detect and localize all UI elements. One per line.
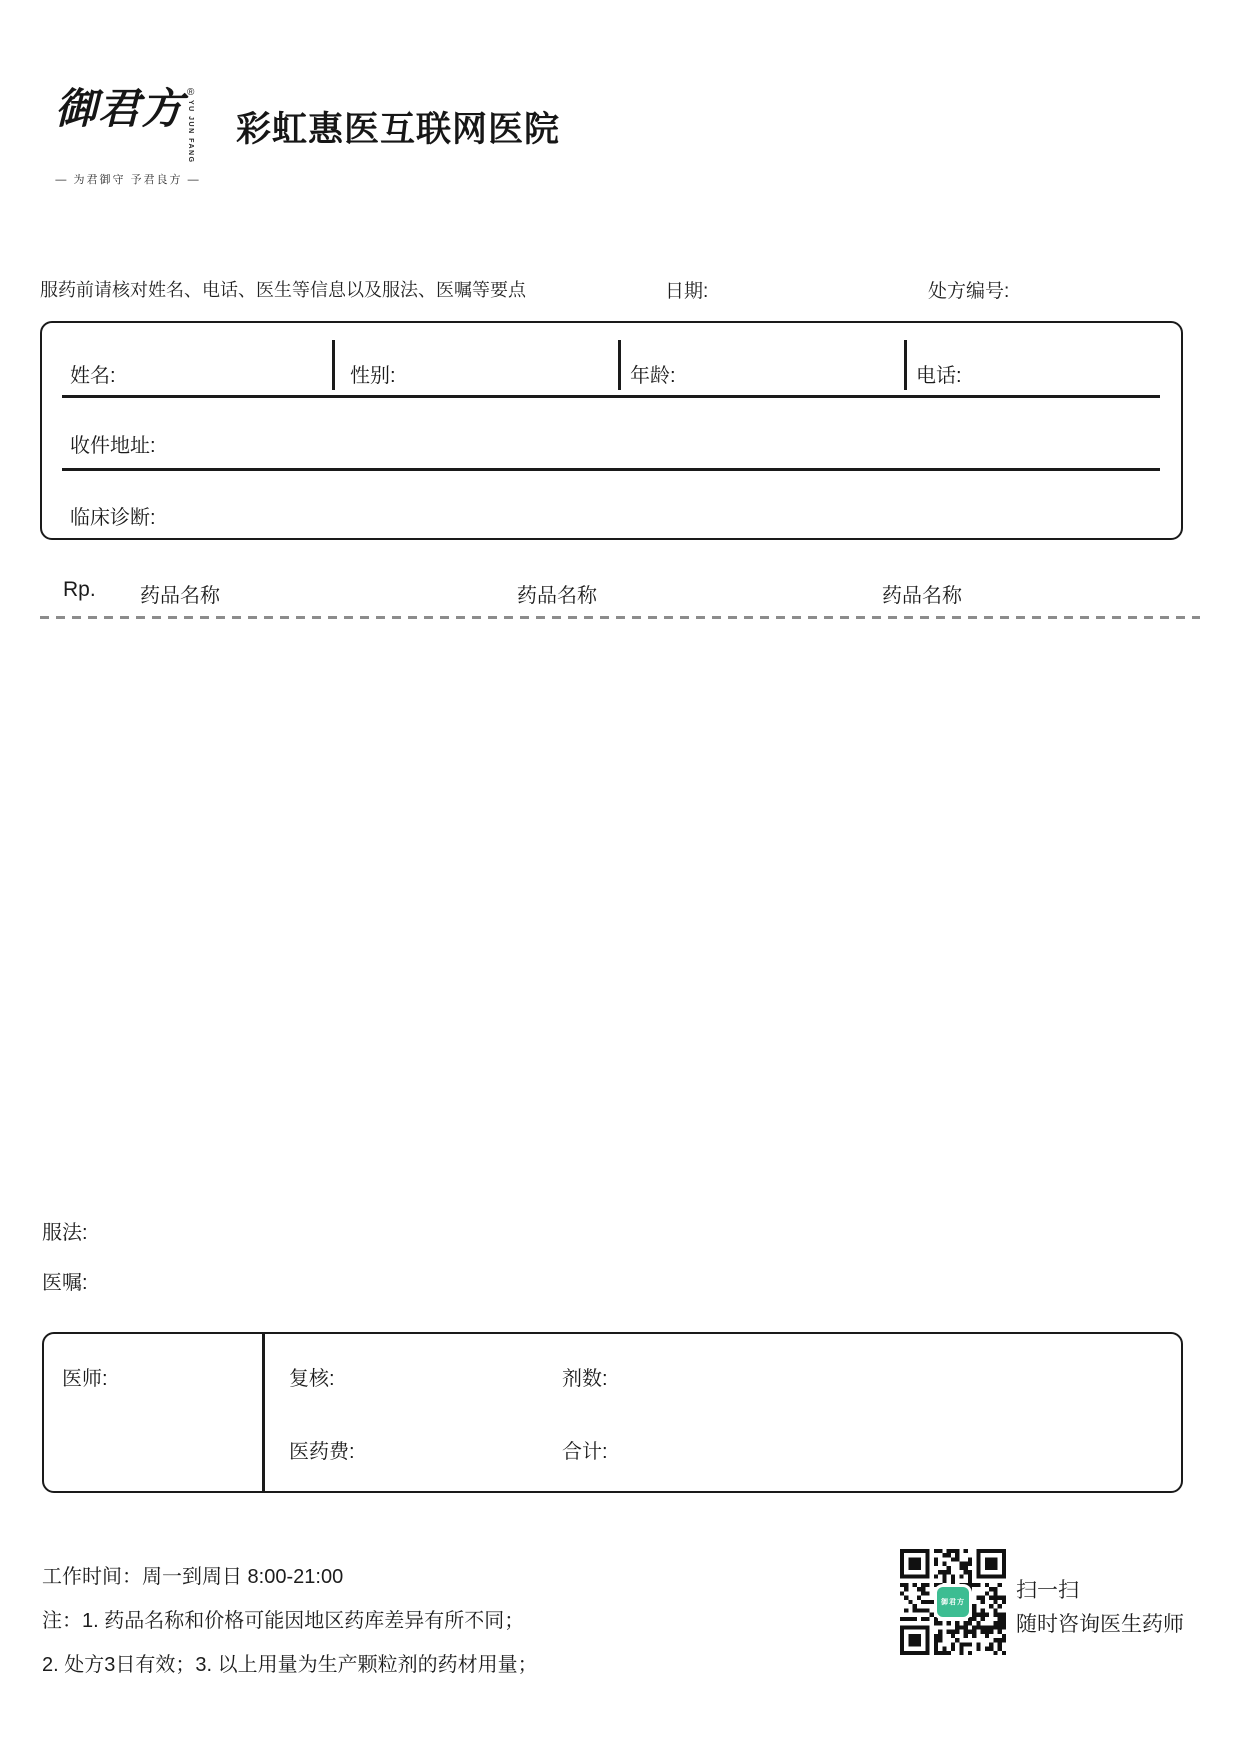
brand-tagline: — 为君御守 予君良方 — [55, 173, 201, 186]
rp-label: Rp. [63, 578, 96, 601]
row-divider [62, 468, 1160, 471]
fee-label: 医药费: [289, 1441, 355, 1463]
drug-name-column-header: 药品名称 [140, 585, 220, 607]
footer-note-1: 注：1. 药品名称和价格可能因地区药库差异有所不同； [42, 1610, 525, 1632]
registered-trademark-icon: ® [187, 87, 195, 98]
scan-title: 扫一扫 [1016, 1579, 1079, 1602]
drug-name-column-header: 药品名称 [517, 585, 597, 607]
drug-name-column-header: 药品名称 [882, 585, 962, 607]
working-hours: 工作时间：周一到周日 8:00-21:00 [42, 1566, 344, 1588]
qr-center-logo: 御君方 [937, 1587, 969, 1617]
verification-notice: 服药前请核对姓名、电话、医生等信息以及服法、医嘱等要点 [40, 280, 526, 300]
scan-subtitle: 随时咨询医生药师 [1016, 1613, 1184, 1636]
column-divider [262, 1334, 265, 1491]
address-label: 收件地址: [70, 435, 156, 457]
advice-label: 医嘱: [42, 1272, 88, 1294]
patient-info-box [40, 321, 1183, 540]
doses-label: 剂数: [562, 1368, 608, 1390]
row-divider [62, 395, 1160, 398]
dashed-separator [40, 616, 1200, 619]
date-label: 日期: [665, 281, 709, 302]
hospital-title: 彩虹惠医互联网医院 [236, 110, 561, 149]
diagnosis-label: 临床诊断: [70, 507, 156, 529]
brand-logo [55, 86, 205, 187]
phone-label: 电话: [916, 365, 962, 387]
column-divider [332, 340, 335, 390]
prescription-number-label: 处方编号: [928, 281, 1010, 302]
name-label: 姓名: [70, 365, 116, 387]
physician-label: 医师: [62, 1368, 108, 1390]
usage-label: 服法: [42, 1222, 88, 1244]
gender-label: 性别: [350, 365, 396, 387]
age-label: 年龄: [630, 365, 676, 387]
brand-logo-pinyin: YU JUN FANG [187, 100, 195, 164]
column-divider [904, 340, 907, 390]
column-divider [618, 340, 621, 390]
wechat-qr-code [900, 1549, 1006, 1655]
footer-note-2: 2. 处方3日有效；3. 以上用量为生产颗粒剂的药材用量； [42, 1654, 538, 1676]
total-label: 合计: [562, 1441, 608, 1463]
brand-logo-text: 御君方 [55, 84, 185, 133]
signature-box [42, 1332, 1183, 1493]
review-label: 复核: [289, 1368, 335, 1390]
